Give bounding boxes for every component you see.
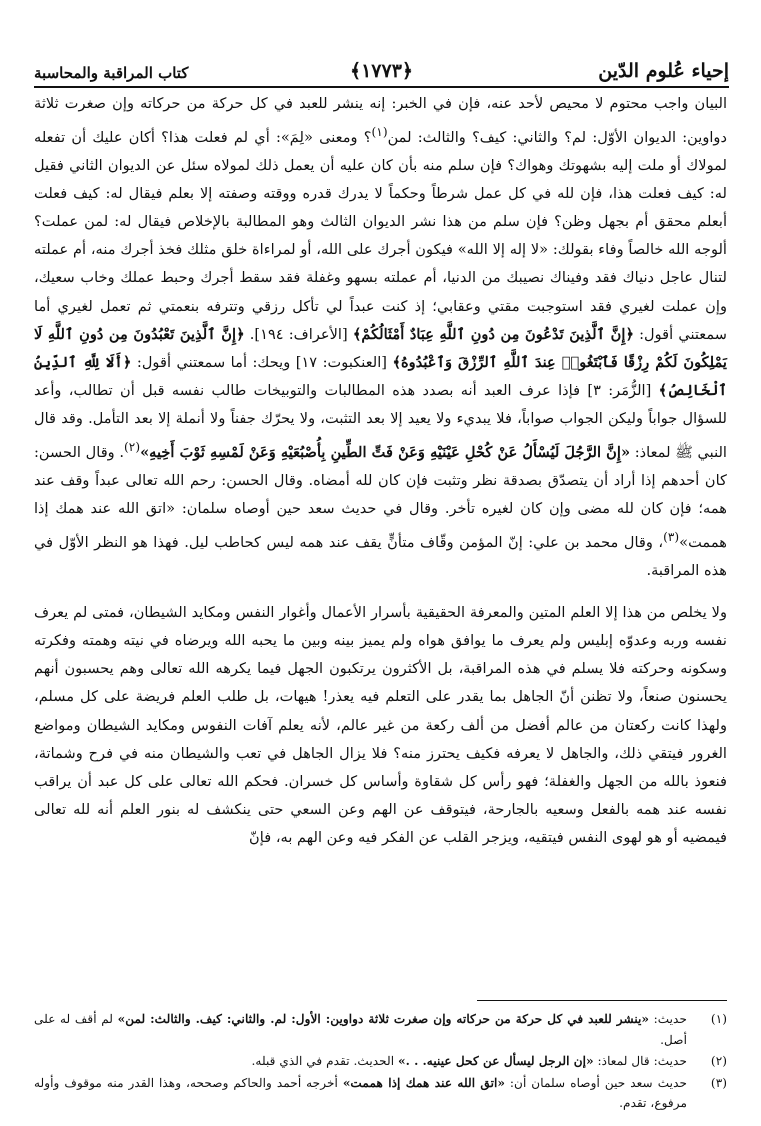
chapter-title: كتاب المراقبة والمحاسبة bbox=[34, 64, 189, 82]
verse-reference: [الأعراف: ١٩٤]. bbox=[244, 325, 353, 343]
quran-quote: ﴿إِنَّ ٱلَّذِينَ تَعْبُدُونَ مِن دُونِ ٱللَّهِ لَا يَمْلِكُونَ لَكُمْ رِزْقًا فَٱبْتَغُوا۟ عِندَ ٱللَّهِ ٱلرِّزْقَ وَٱعْبُدُوهُ﴾ bbox=[34, 325, 727, 371]
footnote-rest: لم أقف له على أصل. bbox=[34, 1012, 687, 1047]
footnote-rest: أخرجه أحمد والحاكم وصححه، وهذا القدر منه موقوف وأوله مرفوع، تقدم. bbox=[34, 1075, 687, 1110]
footnotes bbox=[34, 1009, 727, 1115]
paragraph-2: ولا يخلص من هذا إلا العلم المتين والمعرفة الحقيقية بأسرار الأعمال وأغوار النفس ومكايد الشيطان، فمتى لم يعرف نفسه وربه وعدوّه إبليس ولم يعرف ما يوافق هواه ولم يميز بينه وبين ما يحبه الله ويرضاه في نيته وهمته وفكرته وسكونه وحركته فلا يسلم في هذه المراقبة، بل الأكثرون يرتكبون الجهل فيما يكرهه الله تعالى وهم يحسبون أنهم يحسنون صنعاً، ولا تظنن أنّ الجاهل بما يقدر على التعلم فيه يعذر! هيهات، بل طلب العلم فريضة على كل مسلم، ولهذا كانت ركعتان من عالم أفضل من ألف ركعة من غير عالم، لأنه يعلم آفات النفوس ومكايد الشيطان ومواضع الغرور فيتقي ذلك، والجاهل لا يعرفه فكيف يحترز منه؟ فلا يزال الجاهل في تعب والشيطان منه في فرح وشماتة، فنعوذ بالله من الجهل والغفلة؛ فهو رأس كل شقاوة وأساس كل خسران. فحكم الله تعالى على كل عبد أن يراقب نفسه عند همه بالفعل وسعيه بالجارحة، فيتوقف عن الهم وعن السعي حتى ينكشف له بنور العلم أنه لله تعالى فيمضيه أو هو لهوى النفس فيتقيه، ويزجر القلب عن الفكر فيه وعن الهم به، فإنّ bbox=[34, 604, 727, 846]
footnote-marker-1: (١) bbox=[371, 125, 388, 140]
footnote-hadith: «اتق الله عند همك إذا هممت» bbox=[342, 1075, 505, 1090]
quran-quote: ﴿إِنَّ ٱلَّذِينَ تَدْعُونَ مِن دُونِ ٱللَّهِ عِبَادٌ أَمْثَالُكُمْ﴾ bbox=[352, 325, 634, 343]
text-run: . وقال الحسن: كان أحدهم إذا أراد أن يتصدّق بصدقة نظر وتثبت فإن كان لله أمضاه. وقال الحسن: رحم الله تعالى عبداً وقف عند همه؛ فإن كان لله مضى وإن كان لغيره تأخر. وقال في حديث سعد حين أوصاه سلمان: «اتق الله عند همك إذا هممت» bbox=[34, 443, 727, 551]
footnote-prefix: حديث: bbox=[649, 1012, 687, 1026]
text-run: ، وقال محمد بن علي: إنّ المؤمن وقّاف متأنٍّ يقف عند همه ليس كحاطب ليل. فهذا هو النظر الأوّل في هذه المراقبة. bbox=[34, 533, 727, 580]
footnote-marker-2: (٢) bbox=[124, 439, 141, 454]
footnote-hadith: «إن الرجل ليسأل عن كحل عينيه. . .» bbox=[397, 1054, 594, 1068]
footnote-number: (٢) bbox=[710, 1054, 727, 1068]
footnote-rest: الحديث. تقدم في الذي قبله. bbox=[251, 1054, 398, 1068]
page-number: ﴿١٧٧٣﴾ bbox=[349, 60, 414, 82]
footnote-hadith: «ينشر للعبد في كل حركة من حركاته وإن صغرت ثلاثة دواوين: الأول: لم. والثاني: كيف. والثالث: لمن» bbox=[117, 1012, 650, 1026]
quran-quote: ﴿أَلَا لِلَّهِ ٱلدِّينُ ٱلْخَالِصُ﴾ bbox=[34, 353, 728, 399]
paragraph-1 bbox=[34, 90, 727, 585]
footnote-separator bbox=[477, 1000, 727, 1001]
footnote-number: (٣) bbox=[710, 1075, 727, 1090]
text-run: ؟ ومعنى «لِمَ»: أي لم فعلت هذا؟ أكان عليك أن تفعله لمولاك أو ملت إليه بشهوتك وهواك؟ فإن سلم منه بأن كان عليه أن يعمل ذلك لمولاه سئل عن الديوان الثاني فقيل له: كيف فعلت هذا، فإن لله في كل عمل شرطاً وحكماً لا يدرك قدره ووقته وصفته إلا بعلم فيقال له: كيف فعلت أبعلم محقق أم بجهل وظن؟ فإن سلم من هذا نشر الديوان الثالث وهو المطالبة بالإخلاص فيقال له: لمن عملت؟ ألوجه الله خالصاً وفاء بقولك: «لا إله إلا الله» فيكون أجرك على الله، أو لمراءاة خلق مثلك فخذ أجرك منه، أم عملته لتنال عاجل دنياك فقد وفيناك نصيبك من الدنيا، أم عملته بسهو وغفلة فقد سقط أجرك وحبط عملك وخاب سعيك، وإن عملت لغيري فقد استوجبت مقتي وعقابي؛ إذ كنت عبداً لي تأكل رزقي وتترفه بنعمتي ثم تعمل لغيري أما سمعتني أقول: bbox=[34, 128, 728, 343]
footnote-number: (١) bbox=[710, 1012, 727, 1026]
text-run: [الزُّمَر: ٣] فإذا عرف العبد أنه بصدد هذه المطالبات والتوبيخات طالب نفسه قبل أن تطالب، وأعد للسؤال جواباً وليكن الجواب صواباً، فلا يبديء ولا يعيد إلا بعد التثبت، ولا يحرّك جفناً ولا أنملة إلا بعد التأمل. وقد قال النبي ﷺ لمعاذ: bbox=[34, 381, 727, 461]
text-run: [العنكبوت: ١٧] ويحك: أما سمعتني أقول: bbox=[131, 353, 393, 371]
footnote-1 bbox=[34, 1009, 727, 1050]
footnote-prefix: حديث سعد حين أوصاه سلمان أن: bbox=[504, 1075, 687, 1090]
footnote-3 bbox=[34, 1073, 727, 1114]
book-title: إحياء عُلوم الدّين bbox=[598, 60, 729, 82]
footnote-marker-3: (٣) bbox=[663, 530, 680, 545]
footnote-2 bbox=[34, 1051, 727, 1072]
hadith-quote: «إِنَّ الرَّجُلَ لَيُسْأَلُ عَنْ كُحْلِ عَيْنَيْهِ وَعَنْ فَتِّ الطِّينِ بِأُصْبُعَيْهِ وَعَنْ لَمْسِهِ ثَوْبَ أَخِيهِ» bbox=[140, 443, 631, 461]
text-run: البيان واجب محتوم لا محيص لأحد عنه، فإن في الخبر: إنه ينشر للعبد في كل حركة من حركاته وإن صغرت ثلاثة دواوين: الديوان الأوّل: لم؟ والثاني: كيف؟ والثالث: لمن bbox=[34, 95, 727, 146]
running-header bbox=[34, 52, 729, 88]
main-text bbox=[34, 90, 727, 852]
footnote-prefix: حديث: قال لمعاذ: bbox=[593, 1054, 687, 1068]
